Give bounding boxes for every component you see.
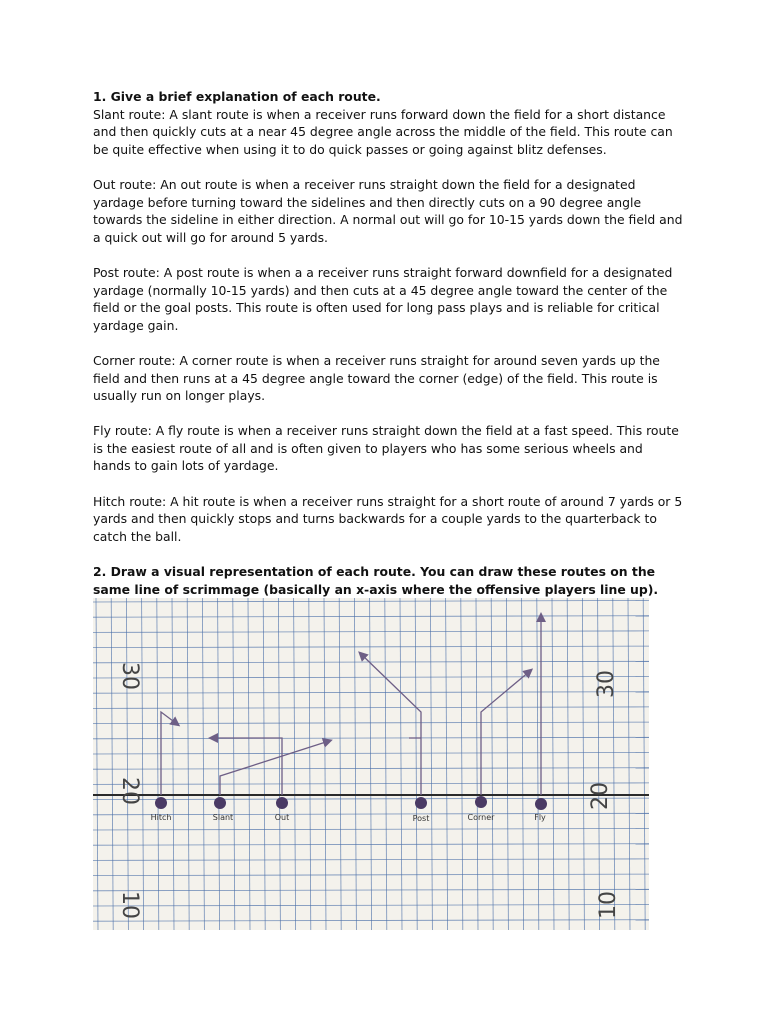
fly-route-paragraph: Fly route: A fly route is when a receiver runs straight down the field at a fast speed. This route is the easiest route of all and is often given to players who has some serious wheels and hands to gain lots of yardage. [93,423,679,474]
corner-player-dot [475,796,487,808]
slant-route-paragraph: Slant route: A slant route is when a receiver runs forward down the field for a short distance and then quickly cuts at a near 45 degree angle across the middle of the field. This route can be quite effective when using it to do quick passes or going against blitz defenses. [93,106,673,157]
hitch-player-dot [155,797,167,809]
yard-marker-left-30: 30 [117,662,142,690]
graph-paper-drawing [93,598,649,930]
yard-marker-left-10: 10 [117,891,142,919]
post-label: Post [412,814,430,823]
worksheet-text [93,88,683,598]
corner-route-paragraph: Corner route: A corner route is when a receiver runs straight for around seven yards up the field and then runs at a 45 degree angle toward the corner (edge) of the field. This route is usually run on longer plays. [93,352,660,404]
question-1: 1. Give a brief explanation of each route. [93,89,381,104]
question-2: 2. Draw a visual representation of each route. You can draw these routes on the same line of scrimmage (basically an x-axis where the offensive players line up). [93,564,659,597]
hitch-label: Hitch [150,813,172,822]
yard-marker-right-30: 30 [594,670,619,698]
post-route-paragraph: Post route: A post route is when a a receiver runs straight forward downfield for a designated yardage (normally 10-15 yards) and then cuts at a 45 degree angle toward the center of the field or the goal posts. This route is often used for long pass plays and is reliable for critical yardage gain. [93,264,673,333]
slant-player-dot [214,797,226,809]
hitch-route-paragraph: Hitch route: A hit route is when a receiver runs straight for a short route of around 7 yards or 5 yards and then quickly stops and turns backwards for a couple yards to the quarterback to catch the ball. [93,493,683,544]
yard-marker-right-20: 20 [588,782,613,810]
out-route-paragraph: Out route: An out route is when a receiver runs straight down the field for a designated yardage before turning toward the sidelines and then directly cuts on a 90 degree angle towards the sideline in either direction. A normal out will go for 10-15 yards down the field and a quick out will go for around 5 yards. [93,176,683,245]
out-player-dot [276,797,288,809]
fly-player-dot [535,798,547,810]
yard-marker-right-10: 10 [596,891,621,919]
yard-marker-left-20: 20 [117,777,142,805]
corner-label: Corner [467,813,495,822]
post-player-dot [415,797,427,809]
slant-label: Slant [212,813,234,822]
route-drawing-photo [93,598,649,930]
out-label: Out [274,813,290,822]
fly-label: Fly [534,813,546,822]
